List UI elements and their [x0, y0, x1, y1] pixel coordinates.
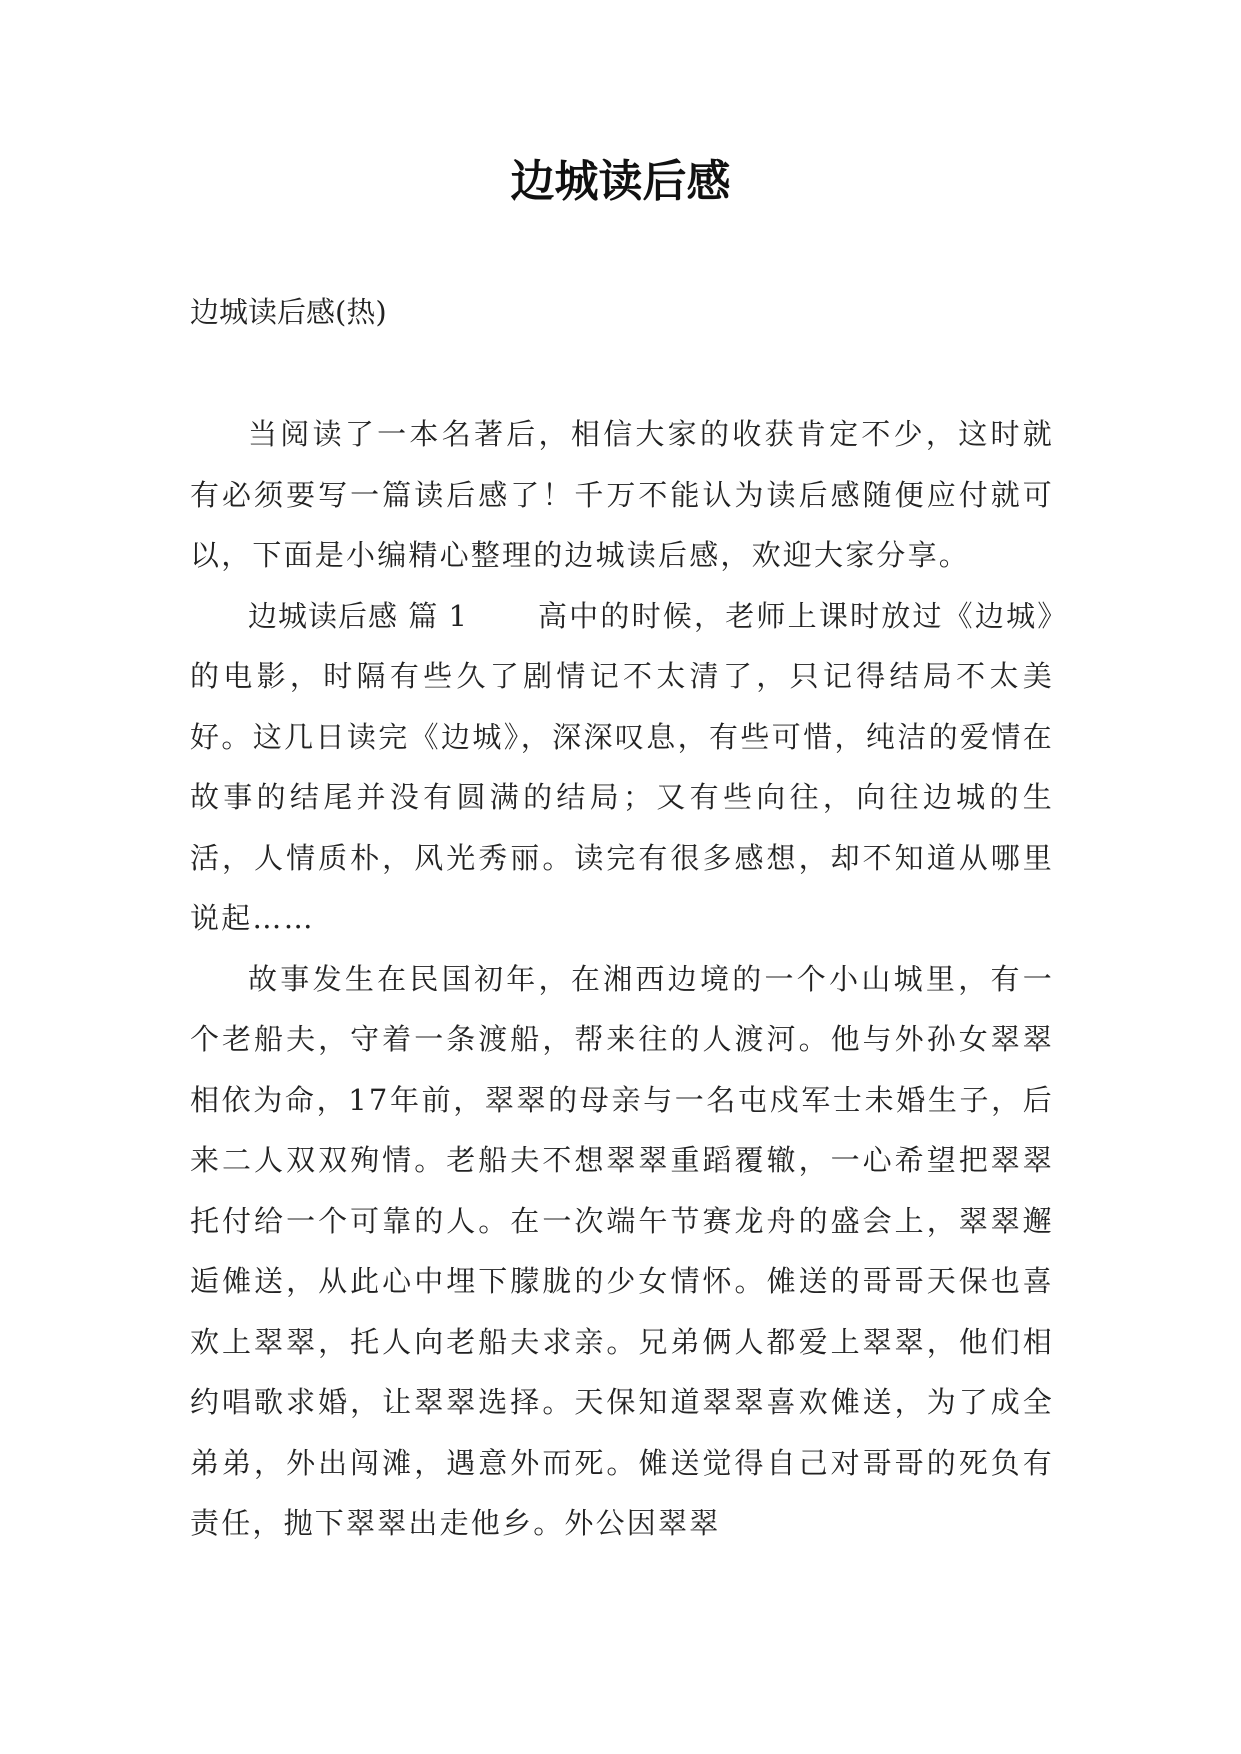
section-label: 边城读后感 篇 1: [248, 598, 468, 633]
story-paragraph: 故事发生在民国初年，在湘西边境的一个小山城里，有一个老船夫，守着一条渡船，帮来往的人渡河。他与外孙女翠翠相依为命，17年前，翠翠的母亲与一名屯戍军士未婚生子，后来二人双双殉情。老船夫不想翠翠重蹈覆辙，一心希望把翠翠托付给一个可靠的人。在一次端午节赛龙舟的盛会上，翠翠邂逅傩送，从此心中埋下朦胧的少女情怀。傩送的哥哥天保也喜欢上翠翠，托人向老船夫求亲。兄弟俩人都爱上翠翠，他们相约唱歌求婚，让翠翠选择。天保知道翠翠喜欢傩送，为了成全弟弟，外出闯滩，遇意外而死。傩送觉得自己对哥哥的死负有责任，抛下翠翠出走他乡。外公因翠翠: [190, 961, 1054, 1540]
section-paragraph-text: 高中的时候，老师上课时放过《边城》的电影，时隔有些久了剧情记不太清了，只记得结局不太美好。这几日读完《边城》，深深叹息，有些可惜，纯洁的爱情在故事的结尾并没有圆满的结局；又有些向往，向往边城的生活，人情质朴，风光秀丽。读完有很多感想，却不知道从哪里说起……: [190, 598, 1054, 935]
intro-paragraph: 当阅读了一本名著后，相信大家的收获肯定不少，这时就有必须要写一篇读后感了！千万不能认为读后感随便应付就可以，下面是小编精心整理的边城读后感，欢迎大家分享。: [190, 417, 1054, 572]
document-subtitle: 边城读后感(热): [190, 295, 387, 329]
document-title: 边城读后感: [510, 156, 731, 207]
section-paragraph: [190, 586, 1054, 949]
document-body: [190, 404, 1054, 1554]
